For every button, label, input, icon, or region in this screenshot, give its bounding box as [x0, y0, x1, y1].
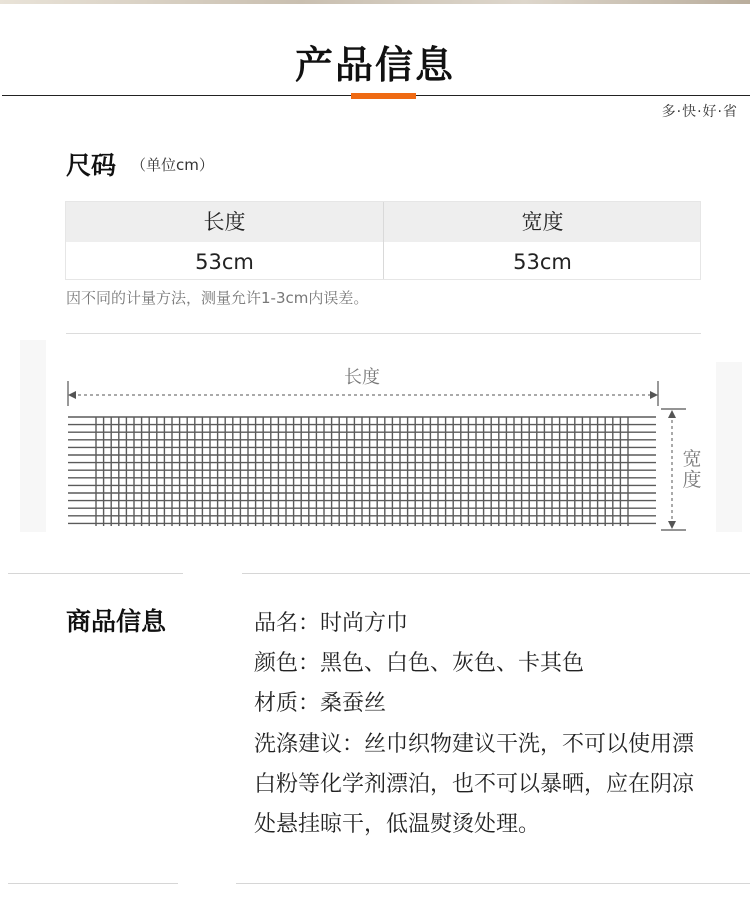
goods-info-line: 颜色：黑色、白色、灰色、卡其色 — [254, 651, 585, 676]
diagram-right-shadow — [716, 362, 742, 532]
size-table — [65, 201, 701, 280]
size-section-title: 尺码 — [66, 151, 117, 180]
section-divider-right — [242, 573, 750, 574]
width-arrow-top — [668, 410, 676, 418]
size-value-width: 53cm — [513, 250, 572, 274]
size-header-length: 长度 — [203, 210, 246, 234]
size-note: 因不同的计量方法，测量允许1-3cm内误差。 — [66, 289, 369, 307]
top-banner-strip — [0, 0, 750, 4]
goods-section-title: 商品信息 — [66, 607, 167, 636]
length-arrow-right — [650, 391, 658, 399]
size-header-width: 宽度 — [521, 210, 564, 234]
section-divider-left — [8, 573, 183, 574]
goods-info-line: 品名：时尚方巾 — [254, 611, 409, 636]
page-title: 产品信息 — [294, 43, 455, 87]
goods-info-line: 白粉等化学剂漂泊，也不可以暴晒，应在阴凉 — [254, 772, 695, 797]
slogan: 多·快·好·省 — [661, 104, 738, 120]
goods-info-line: 处悬挂晾干，低温熨烫处理。 — [254, 812, 541, 837]
bottom-divider-right — [236, 883, 750, 884]
size-value-length: 53cm — [195, 250, 254, 274]
diagram-width-label: 宽度 — [682, 448, 702, 491]
goods-info-line: 洗涤建议：丝巾织物建议干洗，不可以使用漂 — [254, 732, 695, 757]
diagram-length-label: 长度 — [344, 367, 380, 388]
bottom-divider-left — [8, 883, 178, 884]
scarf-grid-pattern — [68, 417, 656, 526]
size-table-column-divider — [383, 202, 384, 279]
size-divider — [66, 333, 701, 334]
goods-info-line: 材质：桑蚕丝 — [254, 691, 387, 716]
title-accent-bar — [351, 93, 416, 99]
diagram-left-shadow — [20, 340, 46, 532]
size-unit-label: （单位cm） — [131, 156, 214, 174]
length-arrow-left — [68, 391, 76, 399]
width-arrow-bottom — [668, 521, 676, 529]
